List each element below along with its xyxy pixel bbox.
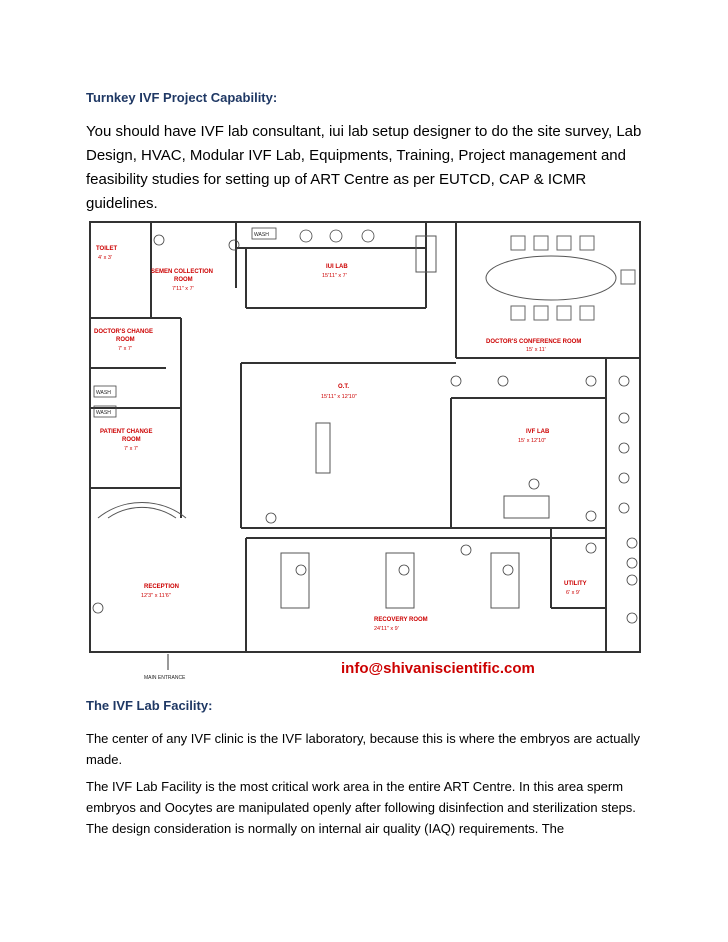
room-patient-change-2: ROOM (122, 437, 141, 443)
room-ot-size: 15'11" x 12'10" (321, 394, 357, 400)
room-utility: UTILITY (564, 581, 587, 587)
intro-paragraph: You should have IVF lab consultant, iui lab setup designer to do the site survey, Lab Design, HVAC, Modular IVF Lab, Equipments, Training, Project management and feasibility studies for setting up of ART Centre as per EUTCD, CAP & ICMR guidelines. (86, 123, 642, 212)
room-patient-change: PATIENT CHANGE (100, 429, 153, 435)
main-entrance-label: MAIN ENTRANCE (144, 675, 186, 681)
room-doctor-change-size: 7' x 7' (118, 346, 133, 352)
room-reception: RECEPTION (144, 584, 180, 590)
room-recovery-size: 24'11" x 9' (374, 626, 399, 632)
room-semen-collection-2: ROOM (174, 277, 193, 283)
section-heading-ivf-lab: The IVF Lab Facility: (86, 698, 213, 713)
room-iui-size: 15'11" x 7' (322, 273, 347, 279)
wash-label: WASH (96, 410, 111, 416)
room-conference-size: 15' x 11' (526, 347, 546, 353)
room-semen-size: 7'11" x 7' (172, 286, 194, 292)
room-ot: O.T. (338, 384, 350, 390)
room-utility-size: 6' x 9' (566, 590, 581, 596)
room-doctor-change-2: ROOM (116, 337, 135, 343)
room-semen-collection: SEMEN COLLECTION (151, 269, 214, 275)
room-toilet-size: 4' x 3' (98, 255, 113, 261)
room-reception-size: 12'3" x 11'6" (141, 593, 171, 599)
room-iui-lab: IUI LAB (326, 264, 348, 270)
wash-label: WASH (254, 232, 269, 238)
wash-label: WASH (96, 390, 111, 396)
room-ivf-size: 15' x 12'10" (518, 438, 547, 444)
floor-plan (86, 218, 644, 686)
section-heading-turnkey: Turnkey IVF Project Capability: (86, 90, 278, 105)
paragraph-ivf-facility: The IVF Lab Facility is the most critical work area in the entire ART Centre. In this area sperm embryos and Oocytes are manipulated openly after following disinfection and sterilization steps. The design consideration is normally on internal air quality (IAQ) requirements. The (86, 779, 636, 836)
room-recovery: RECOVERY ROOM (374, 617, 428, 623)
email-address: info@shivaniscientific.com (341, 660, 535, 677)
room-patient-change-size: 7' x 7' (124, 446, 139, 452)
room-toilet: TOILET (96, 246, 118, 252)
room-conference: DOCTOR'S CONFERENCE ROOM (486, 339, 582, 345)
paragraph-ivf-center: The center of any IVF clinic is the IVF laboratory, because this is where the embryos are actually made. (86, 731, 640, 767)
room-doctor-change: DOCTOR'S CHANGE (94, 329, 153, 335)
room-ivf-lab: IVF LAB (526, 429, 550, 435)
